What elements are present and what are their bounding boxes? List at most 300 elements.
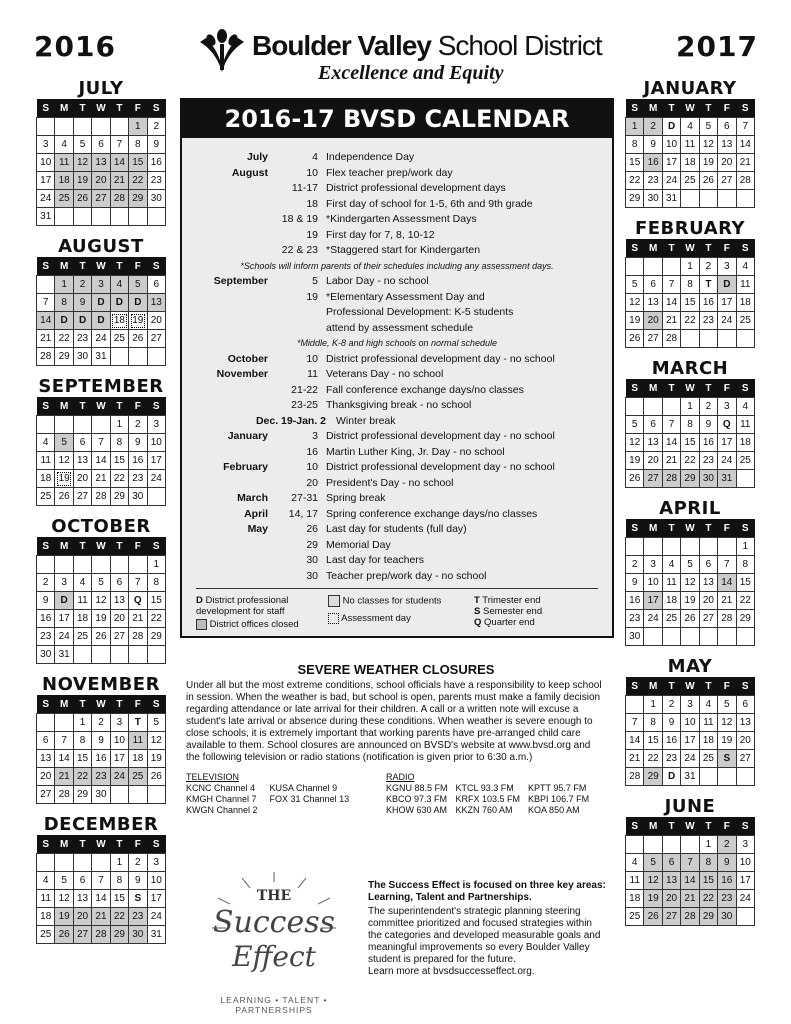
event-row: September 5 Labor Day - no school (213, 275, 429, 287)
day-cell: 24 (718, 312, 736, 330)
day-cell: 7 (681, 854, 699, 872)
day-cell: 13 (718, 136, 736, 154)
day-cell: 30 (644, 190, 662, 208)
weekday-header: M (55, 835, 73, 854)
weather-section (186, 662, 606, 816)
day-cell: 11 (129, 732, 147, 750)
day-cell: 15 (736, 574, 754, 592)
day-cell: 1 (147, 556, 165, 574)
day-cell (37, 276, 55, 294)
day-cell (644, 628, 662, 646)
weekday-header: W (92, 695, 110, 714)
event-row: August 10 Flex teacher prep/work day (231, 166, 453, 179)
day-cell: 21 (681, 890, 699, 908)
day-cell: 24 (110, 768, 128, 786)
year-left: 2016 (34, 30, 116, 63)
weekday-header: S (147, 257, 165, 276)
day-cell: 4 (699, 696, 717, 714)
day-cell (92, 416, 110, 434)
day-cell: 7 (718, 556, 736, 574)
day-cell: 1 (129, 118, 147, 136)
day-cell: 28 (662, 330, 680, 348)
day-cell (644, 258, 662, 276)
day-cell: 17 (718, 294, 736, 312)
day-cell: 20 (37, 768, 55, 786)
day-cell: 26 (626, 470, 644, 488)
day-cell (662, 538, 680, 556)
day-cell: 7 (55, 732, 73, 750)
legend-s: S Semester end (474, 606, 543, 617)
weekday-header: S (626, 379, 644, 398)
day-cell: 28 (626, 768, 644, 786)
success-body: The superintendent's strategic planning steering committee prioritized and focused strategies within the categories and developed measurable goals and meaningful improvements so every Boulder Valley student is prepared for the future. (368, 906, 601, 965)
day-cell: D (129, 294, 147, 312)
day-cell: 8 (55, 294, 73, 312)
day-cell: 8 (73, 732, 91, 750)
day-cell (37, 556, 55, 574)
day-cell: 4 (662, 556, 680, 574)
day-cell: 7 (662, 416, 680, 434)
day-cell: 26 (147, 768, 165, 786)
day-cell: 22 (55, 330, 73, 348)
day-cell: 8 (699, 854, 717, 872)
day-cell: 16 (718, 872, 736, 890)
day-cell: 6 (644, 276, 662, 294)
day-cell (736, 908, 754, 926)
weekday-header: F (129, 99, 147, 118)
event-row: 16 Martin Luther King, Jr. Day - no school (306, 445, 505, 458)
month-april (625, 498, 755, 646)
month-august (36, 236, 166, 366)
day-cell: 24 (681, 750, 699, 768)
day-cell (129, 556, 147, 574)
day-cell: 23 (37, 628, 55, 646)
day-cell: 15 (626, 154, 644, 172)
logo-tagline: LEARNING • TALENT • PARTNERSHIPS (220, 995, 328, 1015)
day-cell: 16 (129, 452, 147, 470)
radio-stations: RADIO KGNU 88.5 FM KBCO 97.3 FM KHOW 630 AM KTCL 93.3 FM KRFX 103.5 FM KKZN 760 AM KPTT 95.7 FM KBPI 106.7 FM KOA 850 AM (386, 772, 590, 815)
month-name: JANUARY (643, 78, 737, 99)
day-cell: 4 (37, 872, 55, 890)
weekday-header: T (699, 519, 717, 538)
weekday-header: T (110, 695, 128, 714)
month-march (625, 358, 755, 488)
month-grid (36, 257, 166, 366)
day-cell: 27 (736, 750, 754, 768)
event-row: 30 Teacher prep/work day - no school (306, 569, 487, 582)
day-cell: 3 (736, 836, 754, 854)
day-cell (73, 208, 91, 226)
day-cell: 17 (662, 154, 680, 172)
day-cell: 1 (736, 538, 754, 556)
day-cell: 15 (147, 592, 165, 610)
day-cell: 9 (662, 714, 680, 732)
weekday-header: S (147, 537, 165, 556)
weekday-header: T (699, 817, 717, 836)
day-cell: 30 (626, 628, 644, 646)
day-cell: 18 (129, 750, 147, 768)
day-cell: 20 (147, 312, 165, 330)
day-cell: T (129, 714, 147, 732)
day-cell: 30 (699, 470, 717, 488)
day-cell: 16 (699, 434, 717, 452)
day-cell: 1 (699, 836, 717, 854)
day-cell: 28 (110, 190, 128, 208)
weekday-header: S (37, 537, 55, 556)
day-cell: 29 (147, 628, 165, 646)
day-cell: 6 (37, 732, 55, 750)
day-cell: 4 (626, 854, 644, 872)
event-row: February 10 District professional development day - no school (223, 461, 555, 473)
day-cell: 23 (699, 312, 717, 330)
day-cell: 11 (626, 872, 644, 890)
day-cell: 28 (662, 470, 680, 488)
day-cell (55, 556, 73, 574)
day-cell (73, 416, 91, 434)
month-name: JUNE (664, 796, 716, 817)
day-cell: 13 (73, 452, 91, 470)
event-row: 19 First day for 7, 8, 10-12 (306, 228, 435, 241)
day-cell: 6 (699, 556, 717, 574)
weekday-header: W (681, 239, 699, 258)
day-cell: 2 (37, 574, 55, 592)
day-cell: 31 (662, 190, 680, 208)
day-cell: 4 (55, 136, 73, 154)
day-cell: 28 (37, 348, 55, 366)
weekday-header: W (92, 835, 110, 854)
day-cell: 25 (55, 190, 73, 208)
month-name: FEBRUARY (634, 218, 746, 239)
day-cell: 11 (736, 416, 754, 434)
day-cell: 5 (626, 416, 644, 434)
day-cell (37, 854, 55, 872)
day-cell: 28 (55, 786, 73, 804)
day-cell: 20 (718, 154, 736, 172)
day-cell: 6 (73, 872, 91, 890)
day-cell: 19 (55, 908, 73, 926)
day-cell (73, 118, 91, 136)
day-cell: 31 (37, 208, 55, 226)
day-cell (129, 208, 147, 226)
day-cell: 15 (129, 154, 147, 172)
day-cell: 30 (73, 348, 91, 366)
day-cell (37, 118, 55, 136)
day-cell: 11 (55, 154, 73, 172)
day-cell (37, 714, 55, 732)
day-cell: 18 (736, 294, 754, 312)
weekday-header: W (681, 817, 699, 836)
day-cell (110, 208, 128, 226)
day-cell: 18 (626, 890, 644, 908)
day-cell: 1 (644, 696, 662, 714)
day-cell: 28 (92, 926, 110, 944)
weekday-header: T (73, 99, 91, 118)
day-cell (718, 330, 736, 348)
day-cell: 23 (92, 768, 110, 786)
day-cell: 8 (681, 416, 699, 434)
weekday-header: T (73, 397, 91, 416)
day-cell: 9 (37, 592, 55, 610)
day-cell: 2 (626, 556, 644, 574)
day-cell: 16 (662, 732, 680, 750)
weekday-header: S (736, 817, 754, 836)
day-cell: 22 (699, 890, 717, 908)
day-cell: 19 (129, 312, 147, 330)
day-cell: 8 (129, 136, 147, 154)
weekday-header: T (110, 537, 128, 556)
day-cell: 25 (37, 926, 55, 944)
day-cell: 23 (718, 890, 736, 908)
day-cell: 19 (699, 154, 717, 172)
day-cell: 26 (129, 330, 147, 348)
weekday-header: F (718, 677, 736, 696)
day-cell: 6 (147, 276, 165, 294)
day-cell: D (662, 118, 680, 136)
day-cell: 29 (644, 768, 662, 786)
legend-noclass: No classes for students (328, 595, 468, 607)
day-cell: 28 (736, 172, 754, 190)
day-cell (736, 628, 754, 646)
day-cell (147, 488, 165, 506)
left-calendar-column (36, 78, 166, 954)
day-cell: 26 (699, 172, 717, 190)
day-cell: 6 (644, 416, 662, 434)
day-cell: 3 (644, 556, 662, 574)
day-cell: 21 (662, 312, 680, 330)
weekday-header: T (662, 677, 680, 696)
day-cell: 2 (718, 836, 736, 854)
month-name: DECEMBER (43, 814, 159, 835)
day-cell: D (92, 312, 110, 330)
day-cell (662, 836, 680, 854)
weekday-header: W (92, 257, 110, 276)
weekday-header: M (644, 519, 662, 538)
day-cell: 11 (37, 890, 55, 908)
day-cell: 3 (681, 696, 699, 714)
day-cell: 1 (110, 854, 128, 872)
day-cell: 30 (147, 190, 165, 208)
day-cell (129, 786, 147, 804)
day-cell: 12 (699, 136, 717, 154)
day-cell: 10 (681, 714, 699, 732)
day-cell: 21 (92, 908, 110, 926)
day-cell: 7 (736, 118, 754, 136)
day-cell: 24 (718, 452, 736, 470)
day-cell (681, 538, 699, 556)
day-cell: 25 (736, 312, 754, 330)
success-section (368, 880, 608, 978)
day-cell: 22 (129, 172, 147, 190)
day-cell: 21 (92, 470, 110, 488)
day-cell: 21 (55, 768, 73, 786)
day-cell: 18 (681, 154, 699, 172)
day-cell (147, 646, 165, 664)
day-cell (736, 190, 754, 208)
day-cell: 5 (92, 574, 110, 592)
day-cell: 7 (662, 276, 680, 294)
logo-effect: Effect (232, 940, 316, 973)
day-cell: 16 (147, 154, 165, 172)
legend-closed: District offices closed (196, 619, 322, 630)
event-row: April 14, 17 Spring conference exchange days/no classes (244, 507, 538, 520)
weekday-header: S (147, 99, 165, 118)
day-cell: 11 (73, 592, 91, 610)
weekday-header: S (626, 817, 644, 836)
day-cell: 14 (92, 890, 110, 908)
district-name: Boulder Valley School District (252, 30, 602, 61)
day-cell: 2 (662, 696, 680, 714)
day-cell: 27 (644, 470, 662, 488)
weekday-header: W (681, 519, 699, 538)
day-cell: S (129, 890, 147, 908)
month-may (625, 656, 755, 786)
day-cell: 17 (110, 750, 128, 768)
day-cell: 22 (110, 908, 128, 926)
day-cell: 1 (681, 398, 699, 416)
day-cell: 16 (644, 154, 662, 172)
day-cell: 22 (626, 172, 644, 190)
day-cell: 24 (37, 190, 55, 208)
day-cell: 26 (92, 628, 110, 646)
day-cell (129, 646, 147, 664)
day-cell: 10 (644, 574, 662, 592)
day-cell: 11 (681, 136, 699, 154)
day-cell (73, 556, 91, 574)
day-cell: 18 (73, 610, 91, 628)
day-cell: 21 (736, 154, 754, 172)
weekday-header: T (662, 99, 680, 118)
day-cell: 10 (147, 434, 165, 452)
day-cell: 1 (55, 276, 73, 294)
event-row: Dec. 19-Jan. 2 Winter break (255, 414, 396, 427)
month-grid (625, 239, 755, 348)
day-cell: 3 (37, 136, 55, 154)
day-cell: 29 (73, 786, 91, 804)
day-cell: 12 (55, 452, 73, 470)
day-cell: D (92, 294, 110, 312)
day-cell: 26 (626, 330, 644, 348)
day-cell: 18 (110, 312, 128, 330)
event-row: 18 First day of school for 1-5, 6th and 9th grade (306, 197, 533, 210)
month-february (625, 218, 755, 348)
weekday-header: F (129, 695, 147, 714)
day-cell: 2 (73, 276, 91, 294)
month-name: SEPTEMBER (38, 376, 164, 397)
day-cell (73, 646, 91, 664)
day-cell: 2 (644, 118, 662, 136)
day-cell (662, 628, 680, 646)
day-cell: 25 (699, 750, 717, 768)
day-cell: 2 (129, 416, 147, 434)
weekday-header: W (681, 99, 699, 118)
day-cell: 12 (147, 732, 165, 750)
day-cell: 23 (662, 750, 680, 768)
right-calendar-column (625, 78, 755, 936)
day-cell: 25 (73, 628, 91, 646)
weekday-header: T (662, 379, 680, 398)
day-cell: 6 (718, 118, 736, 136)
weekday-header: S (37, 835, 55, 854)
day-cell: 14 (718, 574, 736, 592)
day-cell: 23 (73, 330, 91, 348)
day-cell: 20 (644, 312, 662, 330)
weekday-header: T (73, 695, 91, 714)
day-cell: 12 (626, 434, 644, 452)
day-cell: 29 (55, 348, 73, 366)
day-cell: 13 (644, 294, 662, 312)
event-row: *Schools will inform parents of their schedules including any assessment days. (240, 260, 554, 271)
day-cell: 3 (110, 714, 128, 732)
weekday-header: M (55, 695, 73, 714)
month-grid (625, 519, 755, 646)
day-cell: 24 (644, 610, 662, 628)
day-cell: 16 (37, 610, 55, 628)
weekday-header: T (110, 835, 128, 854)
month-december (36, 814, 166, 944)
event-row: October 10 District professional development day - no school (227, 352, 555, 365)
day-cell: 13 (147, 294, 165, 312)
success-learn[interactable]: Learn more at bvsdsuccesseffect.org. (368, 966, 535, 977)
day-cell: 14 (110, 154, 128, 172)
day-cell: 21 (626, 750, 644, 768)
day-cell: 28 (718, 610, 736, 628)
day-cell: 8 (681, 276, 699, 294)
day-cell (92, 208, 110, 226)
weekday-header: T (73, 537, 91, 556)
event-row: January 3 District professional development day - no school (227, 430, 555, 442)
day-cell (92, 646, 110, 664)
day-cell: 25 (662, 610, 680, 628)
day-cell: 20 (644, 452, 662, 470)
day-cell: 26 (55, 926, 73, 944)
weekday-header: M (644, 379, 662, 398)
weekday-header: S (147, 695, 165, 714)
day-cell: 16 (699, 294, 717, 312)
day-cell: 24 (736, 890, 754, 908)
month-grid (625, 379, 755, 488)
day-cell: 7 (37, 294, 55, 312)
month-grid (36, 537, 166, 664)
weekday-header: S (626, 239, 644, 258)
day-cell: 2 (699, 258, 717, 276)
day-cell: 31 (718, 470, 736, 488)
day-cell: 29 (110, 488, 128, 506)
day-cell: 31 (92, 348, 110, 366)
month-name: MARCH (651, 358, 729, 379)
day-cell: 10 (736, 854, 754, 872)
bvsd-logo-icon (196, 28, 248, 74)
month-grid (36, 835, 166, 944)
weekday-header: S (37, 397, 55, 416)
day-cell (626, 696, 644, 714)
logo-success: Success (212, 905, 336, 940)
day-cell: 18 (55, 172, 73, 190)
event-row: 23-25 Thanksgiving break - no school (291, 399, 472, 411)
day-cell (736, 768, 754, 786)
day-cell: 7 (92, 872, 110, 890)
day-cell: 5 (699, 118, 717, 136)
weekday-header: T (662, 239, 680, 258)
day-cell: 14 (92, 452, 110, 470)
day-cell: 26 (644, 908, 662, 926)
day-cell: 27 (73, 926, 91, 944)
legend (196, 588, 598, 630)
day-cell: D (55, 592, 73, 610)
day-cell: 10 (662, 136, 680, 154)
month-name: APRIL (659, 498, 721, 519)
month-january (625, 78, 755, 208)
day-cell: 20 (736, 732, 754, 750)
